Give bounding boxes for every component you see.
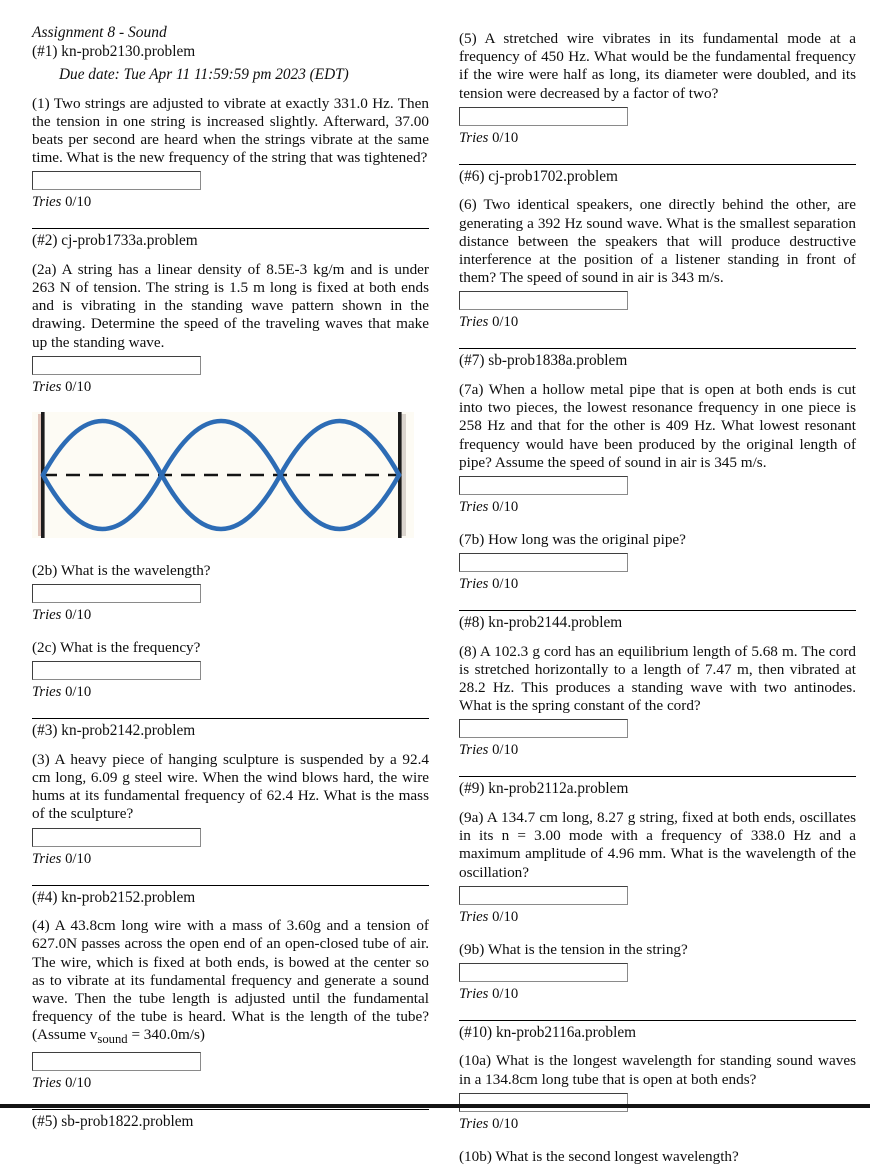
- assignment-title: Assignment 8 - Sound: [32, 24, 167, 41]
- answer-input-3[interactable]: [32, 828, 201, 847]
- problem-id-7: (#7) sb-prob1838a.problem: [459, 352, 628, 370]
- problem-9a-text: (9a) A 134.7 cm long, 8.27 g string, fixed at both ends, oscillates in its n = 3.00 mode with a frequency of 338.0 Hz and a maximum amplitude of 4.96 mm. What is the wavelength of the oscillation?: [459, 808, 856, 881]
- tries-count: 0/10: [492, 1115, 519, 1132]
- answer-input-7a[interactable]: [459, 476, 628, 495]
- problem-9b-text: (9b) What is the tension in the string?: [459, 940, 688, 958]
- tries-count: 0/10: [492, 498, 519, 515]
- problem-4-text: [32, 917, 429, 1048]
- problem-id-2: (#2) cj-prob1733a.problem: [32, 232, 198, 250]
- tries-count: 0/10: [492, 576, 519, 593]
- problem-6-text: (6) Two identical speakers, one directly behind the other, are generating a 392 Hz sound wave. What is the smallest separation distance between the speakers that will produce destructive interference at the position of a listener standing in front of them? The speed of sound in air is 343 m/s.: [459, 196, 856, 287]
- problem-4-section: [32, 885, 429, 1092]
- problem-3-section: [32, 718, 429, 867]
- problem-id-4: (#4) kn-prob2152.problem: [32, 888, 196, 906]
- problem-1-text: (1) Two strings are adjusted to vibrate at exactly 331.0 Hz. Then the tension in one string is increased slightly. Afterward, 37.00 beats per second are heard when the strings vibrate at the same time. What is the new frequency of the string that was tightened?: [32, 94, 429, 167]
- tries-count: 0/10: [65, 850, 92, 867]
- tries-word: Tries: [32, 378, 62, 395]
- answer-input-4[interactable]: [32, 1052, 201, 1071]
- answer-input-2b[interactable]: [32, 584, 201, 603]
- answer-input-1[interactable]: [32, 171, 201, 190]
- problem-8-text: (8) A 102.3 g cord has an equilibrium length of 5.68 m. The cord is stretched horizontally to a length of 7.47 m, then vibrated at 28.2 Hz. This produces a standing wave with two antinodes. What is the spring constant of the cord?: [459, 642, 856, 715]
- tries-label-1: [32, 194, 429, 211]
- problem-7b-text: (7b) How long was the original pipe?: [459, 530, 686, 548]
- tries-label-3: [32, 851, 429, 868]
- answer-input-10a[interactable]: [459, 1093, 628, 1112]
- tries-label-9a: [459, 909, 856, 926]
- standing-wave-figure: [32, 412, 414, 538]
- answer-input-2c[interactable]: [32, 661, 201, 680]
- problem-7a-text: (7a) When a hollow metal pipe that is open at both ends is cut into two pieces, the lowest resonance frequency in one piece is 258 Hz and that for the other is 409 Hz. What lowest resonant frequency would have been produced by the original length of pipe? Assume the speed of sound in air is 345 m/s.: [459, 380, 856, 471]
- tries-word: Tries: [459, 314, 489, 331]
- tries-label-6: [459, 314, 856, 331]
- tries-label-2a: [32, 379, 429, 396]
- problem-id-9: (#9) kn-prob2112a.problem: [459, 780, 629, 798]
- tries-word: Tries: [459, 576, 489, 593]
- problem-id-3: (#3) kn-prob2142.problem: [32, 722, 196, 740]
- tries-label-10a: [459, 1116, 856, 1133]
- vsound-subscript: sound: [97, 1032, 128, 1047]
- tries-count: 0/10: [492, 742, 519, 759]
- answer-input-8[interactable]: [459, 719, 628, 738]
- tries-count: 0/10: [65, 607, 92, 624]
- answer-input-5[interactable]: [459, 107, 628, 126]
- right-column: [459, 24, 856, 1168]
- problem-5-text: (5) A stretched wire vibrates in its fundamental mode at a frequency of 450 Hz. What would be the fundamental frequency if the wire were half as long, its diameter were doubled, and its tension were decreased by a factor of two?: [459, 30, 856, 102]
- tries-word: Tries: [459, 986, 489, 1002]
- problem-4-text-part: (4) A 43.8cm long wire with a mass of 3.60g and a tension of 627.0N passes across the open end of an open-closed tube of air. The wire, which is fixed at both ends, is bowed at the center so as to vibrate at its fundamental frequency and generate a sound wave. Then the tube length is adjusted until the fundamental frequency of the tube is heard. What is the length of the tube? (Assume v: [32, 917, 429, 1044]
- problem-id-5: (#5) sb-prob1822.problem: [32, 1112, 194, 1130]
- tries-label-5: [459, 130, 856, 147]
- problem-4-text-part: = 340.0m/s): [127, 1026, 205, 1044]
- tries-count: 0/10: [492, 986, 519, 1002]
- tries-word: Tries: [459, 129, 489, 146]
- problem-id-6: (#6) cj-prob1702.problem: [459, 167, 618, 185]
- answer-input-9a[interactable]: [459, 886, 628, 905]
- tries-label-9b: [459, 986, 856, 1003]
- problem-8-section: [459, 610, 856, 759]
- tries-word: Tries: [459, 498, 489, 515]
- tries-count: 0/10: [65, 194, 92, 211]
- problem-10b-text: (10b) What is the second longest wavelength?: [459, 1147, 739, 1165]
- problem-id-1: (#1) kn-prob2130.problem: [32, 42, 196, 60]
- problem-2-section: [32, 228, 429, 701]
- tries-word: Tries: [32, 1074, 62, 1091]
- tries-word: Tries: [459, 1115, 489, 1132]
- tries-label-8: [459, 742, 856, 759]
- problem-6-section: [459, 164, 856, 332]
- tries-count: 0/10: [65, 1074, 92, 1091]
- problem-9-section: [459, 776, 856, 1003]
- tries-word: Tries: [32, 684, 62, 701]
- tries-word: Tries: [32, 850, 62, 867]
- answer-input-7b[interactable]: [459, 553, 628, 572]
- answer-input-9b[interactable]: [459, 963, 628, 982]
- problem-id-8: (#8) kn-prob2144.problem: [459, 614, 623, 632]
- problem-5-section-header: [32, 1109, 429, 1131]
- due-date: Due date: Tue Apr 11 11:59:59 pm 2023 (EDT): [59, 66, 349, 84]
- tries-label-2b: [32, 607, 429, 624]
- problem-7-section: [459, 348, 856, 593]
- tries-label-7a: [459, 499, 856, 516]
- left-column: [32, 24, 429, 1168]
- tries-word: Tries: [459, 742, 489, 759]
- tries-count: 0/10: [65, 684, 92, 701]
- tries-word: Tries: [32, 194, 62, 211]
- page-bottom-rule: [0, 1104, 870, 1108]
- tries-word: Tries: [459, 908, 489, 925]
- answer-input-6[interactable]: [459, 291, 628, 310]
- right-wall-texture: [401, 414, 406, 536]
- tries-label-7b: [459, 576, 856, 593]
- left-wall-texture: [38, 414, 41, 536]
- tries-count: 0/10: [492, 908, 519, 925]
- problem-3-text: (3) A heavy piece of hanging sculpture is suspended by a 92.4 cm long, 6.09 g steel wire. When the wind blows hard, the wire hums at its fundamental frequency of 62.4 Hz. What is the mass of the sculpture?: [32, 750, 429, 823]
- problem-2b-text: (2b) What is the wavelength?: [32, 561, 211, 579]
- problem-10-section: [459, 1020, 856, 1166]
- problem-10a-text: (10a) What is the longest wavelength for standing sound waves in a 134.8cm long tube that is open at both ends?: [459, 1052, 856, 1088]
- tries-count: 0/10: [492, 314, 519, 331]
- tries-count: 0/10: [492, 129, 519, 146]
- problem-id-10: (#10) kn-prob2116a.problem: [459, 1024, 637, 1041]
- problem-2a-text: (2a) A string has a linear density of 8.5E-3 kg/m and is under 263 N of tension. The string is 1.5 m long is fixed at both ends and is vibrating in the standing wave pattern shown in the drawing. Determine the speed of the traveling waves that make up the standing wave.: [32, 260, 429, 351]
- tries-word: Tries: [32, 607, 62, 624]
- tries-label-4: [32, 1075, 429, 1092]
- tries-label-2c: [32, 684, 429, 701]
- answer-input-2a[interactable]: [32, 356, 201, 375]
- tries-count: 0/10: [65, 378, 92, 395]
- problem-2c-text: (2c) What is the frequency?: [32, 639, 201, 657]
